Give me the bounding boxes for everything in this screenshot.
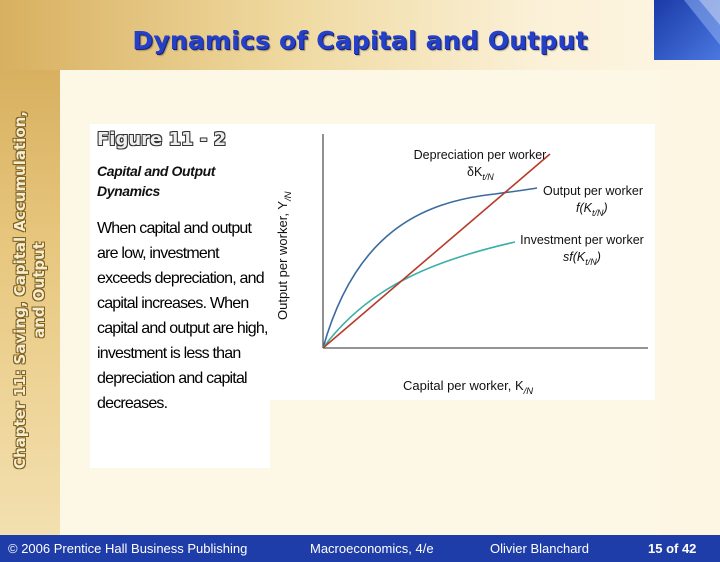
chapter-label-line2: and Output (30, 242, 48, 338)
footer-book: Macroeconomics, 4/e (310, 541, 434, 556)
depreciation-label: Depreciation per worker (413, 148, 547, 162)
chapter-label (11, 70, 49, 510)
slide-title: Dynamics of Capital and Output (132, 26, 588, 55)
footer-bar (0, 535, 720, 562)
diagram-panel (270, 124, 655, 400)
figure-description: When capital and output are low, investment exceeds depreciation, and capital increases. When capital and output are high, investment is less than depreciation and capital decreases. (97, 220, 268, 412)
depreciation-line (323, 154, 550, 348)
footer-page-number: 15 of 42 (648, 541, 697, 556)
footer-copyright: © 2006 Prentice Hall Business Publishing (8, 541, 248, 556)
x-axis-label: Capital per worker, $K_{/N}$ (403, 378, 534, 397)
chapter-label-line1: Chapter 11: Saving, Capital Accumulation, (11, 110, 29, 470)
figure-subtitle: Capital and Output Dynamics (97, 163, 216, 199)
output-formula: $f(K_{t/N})$ (576, 201, 608, 218)
depreciation-formula: $\delta K_{t/N}$ (467, 165, 494, 182)
output-label: Output per worker (542, 184, 644, 198)
figure-label: Figure 11 - 2 (97, 129, 227, 150)
y-axis-label: Output per worker, $Y_{/N}$ (275, 191, 294, 320)
investment-formula: $sf(K_{t/N})$ (563, 250, 601, 267)
capital-output-diagram (270, 124, 655, 400)
footer-author: Olivier Blanchard (490, 541, 589, 556)
investment-curve (323, 242, 515, 348)
investment-label: Investment per worker (520, 233, 644, 247)
